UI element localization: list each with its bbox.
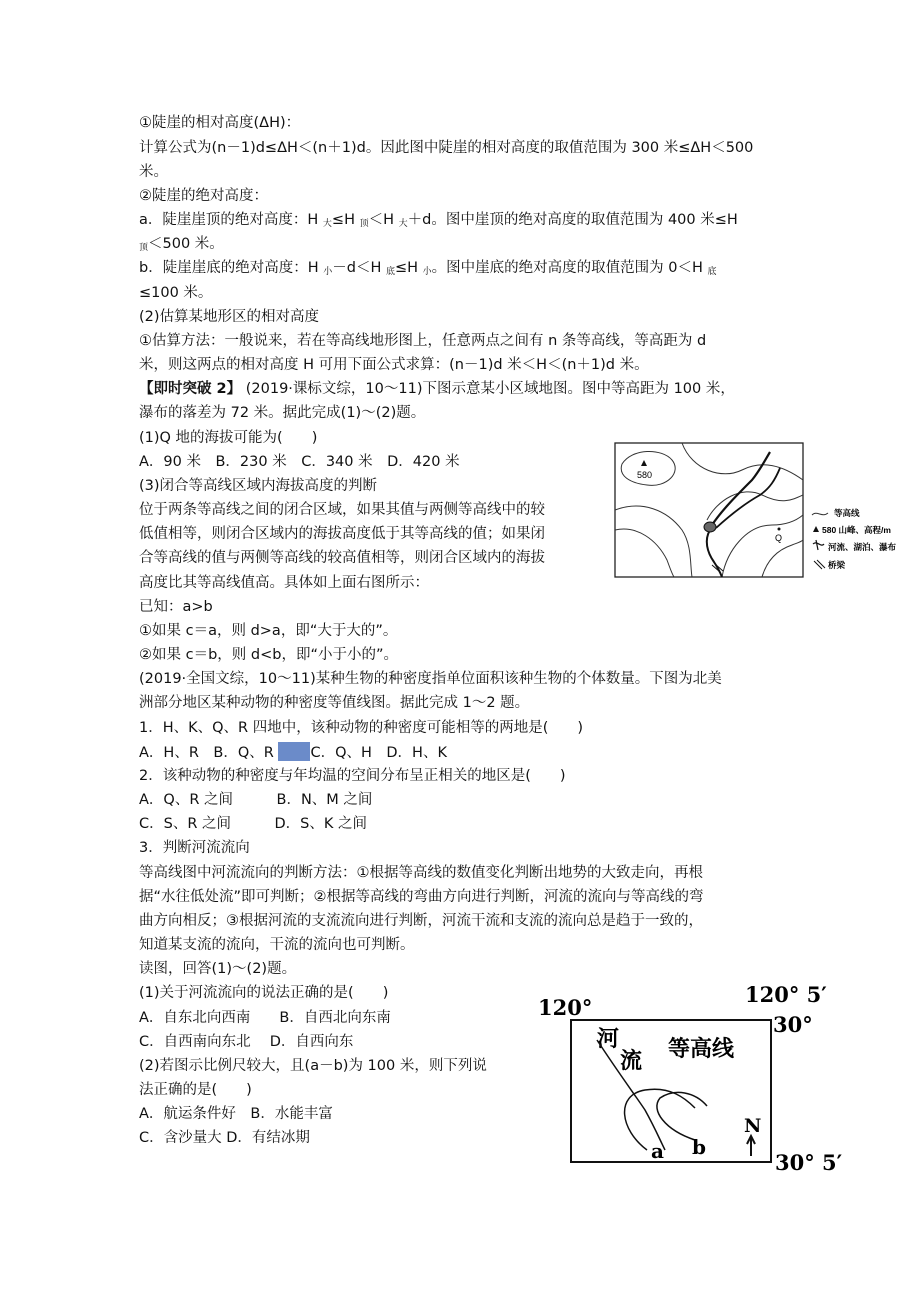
subscript: 小 bbox=[323, 267, 333, 277]
text-line: 瀑布的落差为 72 米。据此完成(1)～(2)题。 bbox=[139, 405, 426, 421]
text-run: a．陡崖崖顶的绝对高度：H bbox=[139, 212, 323, 228]
text-line: C．含沙量大 D．有结冰期 bbox=[139, 1130, 310, 1146]
legend-contour-icon bbox=[812, 513, 828, 515]
peak-label: 580 bbox=[637, 470, 653, 480]
text-line: A．自东北向西南 B．自西北向东南 bbox=[139, 1010, 391, 1026]
text-line: 据“水往低处流”即可判断；②根据等高线的弯曲方向进行判断，河流的流向与等高线的弯 bbox=[139, 889, 704, 905]
text-line: 洲部分地区某种动物的种密度等值线图。据此完成 1～2 题。 bbox=[139, 695, 530, 711]
text-run: ≤H bbox=[394, 260, 423, 276]
text-run: 。图中崖底的绝对高度的取值范围为 0＜H bbox=[431, 260, 708, 276]
subscript: 底 bbox=[385, 267, 395, 277]
text-line bbox=[139, 258, 717, 282]
text-run: ＜H bbox=[368, 212, 399, 228]
topographic-map bbox=[612, 440, 918, 580]
text-line: 米。 bbox=[139, 164, 168, 180]
longitude-left: 120° bbox=[538, 995, 593, 1020]
text-line: 米，则这两点的相对高度 H 可用下面公式求算：(n－1)d 米＜H＜(n＋1)d 米。 bbox=[139, 357, 649, 373]
text-line: 低值相等，则闭合区域内的海拔高度低于其等高线的值；如果闭 bbox=[139, 526, 545, 542]
text-line: ②陡崖的绝对高度： bbox=[139, 188, 268, 204]
text-line: 高度比其等高线值高。具体如上面右图所示： bbox=[139, 575, 429, 591]
text-line: 法正确的是( ) bbox=[139, 1082, 252, 1098]
q-label: Q bbox=[775, 533, 783, 543]
legend-peak-icon bbox=[813, 526, 819, 532]
subscript: 底 bbox=[707, 267, 717, 277]
text-line: 2．该种动物的种密度与年均温的空间分布呈正相关的地区是( ) bbox=[139, 768, 566, 784]
text-line: 曲方向相反；③根据河流的支流流向进行判断，河流干流和支流的流向总是趋于一致的， bbox=[139, 913, 703, 929]
subscript: 小 bbox=[422, 267, 432, 277]
label-a: a bbox=[651, 1139, 664, 1163]
contour-label: 等高线 bbox=[668, 1036, 735, 1062]
text-line: 位于两条等高线之间的闭合区域，如果其值与两侧等高线中的较 bbox=[139, 502, 545, 518]
text-line: 等高线图中河流流向的判断方法：①根据等高线的数值变化判断出地势的大致走向，再根 bbox=[139, 865, 703, 881]
subscript: 顶 bbox=[139, 243, 149, 253]
text-line: (3)闭合等高线区域内海拔高度的判断 bbox=[139, 478, 378, 494]
text-line: A．90 米 B．230 米 C．340 米 D．420 米 bbox=[139, 454, 460, 470]
text-line: (1)Q 地的海拔可能为( ) bbox=[139, 430, 318, 446]
heading-tag: 【即时突破 2】 bbox=[139, 381, 242, 397]
text-line: A．Q、R 之间 B．N、M 之间 bbox=[139, 792, 373, 808]
label-b: b bbox=[692, 1135, 706, 1159]
text-line: (2)估算某地形区的相对高度 bbox=[139, 309, 320, 325]
text-line: ≤100 米。 bbox=[139, 285, 213, 301]
text-line: (2)若图示比例尺较大，且(a－b)为 100 米，则下列说 bbox=[139, 1058, 487, 1074]
text-run: b．陡崖崖底的绝对高度：H bbox=[139, 260, 324, 276]
text-line: 已知：a>b bbox=[139, 599, 213, 615]
text-line: ①如果 c＝a，则 d>a，即“大于大的”。 bbox=[139, 623, 398, 639]
text-line: (1)关于河流流向的说法正确的是( ) bbox=[139, 985, 389, 1001]
text-run: －d＜H bbox=[332, 260, 386, 276]
text-line bbox=[139, 234, 224, 258]
q-point bbox=[778, 528, 781, 531]
latitude-top: 30° bbox=[773, 1012, 813, 1037]
legend-item: 河流、湖泊、瀑布 bbox=[828, 542, 897, 552]
longitude-right: 120° 5′ bbox=[745, 982, 827, 1007]
text-run: C．Q、H D．H、K bbox=[310, 745, 447, 761]
text-line: A．航运条件好 B．水能丰富 bbox=[139, 1106, 333, 1122]
text-line bbox=[139, 379, 735, 399]
text-run: ≤H bbox=[331, 212, 360, 228]
text-line bbox=[139, 210, 738, 234]
subscript: 大 bbox=[322, 219, 332, 229]
text-run: ＜500 米。 bbox=[148, 236, 224, 252]
subscript: 顶 bbox=[359, 219, 369, 229]
text-line: 计算公式为(n－1)d≤ΔH＜(n＋1)d。因此图中陡崖的相对高度的取值范围为 300 米≤ΔH＜500 bbox=[139, 140, 754, 156]
legend-item: 580 山峰、高程/m bbox=[822, 525, 891, 535]
text-line: C．S、R 之间 D．S、K 之间 bbox=[139, 816, 367, 832]
text-line: C．自西南向东北 D．自西向东 bbox=[139, 1034, 354, 1050]
text-line: ①陡崖的相对高度(ΔH)： bbox=[139, 115, 301, 131]
text-run: (2019·课标文综，10～11)下图示意某小区域地图。图中等高距为 100 米， bbox=[241, 381, 735, 397]
legend-item: 等高线 bbox=[834, 508, 860, 518]
text-line: 3．判断河流流向 bbox=[139, 840, 250, 856]
text-line: ②如果 c＝b，则 d<b，即“小于小的”。 bbox=[139, 647, 398, 663]
text-line: 知道某支流的流向，干流的流向也可判断。 bbox=[139, 937, 415, 953]
legend-river-icon bbox=[813, 540, 824, 550]
legend-bridge-icon bbox=[814, 560, 825, 569]
subscript: 大 bbox=[398, 219, 408, 229]
text-line: 读图，回答(1)～(2)题。 bbox=[139, 961, 297, 977]
text-line bbox=[139, 742, 447, 763]
text-run: A．H、R B．Q、R bbox=[139, 745, 279, 761]
text-line: 1．H、K、Q、R 四地中，该种动物的种密度可能相等的两地是( ) bbox=[139, 720, 584, 736]
legend-item: 桥梁 bbox=[828, 560, 846, 570]
text-line: (2019·全国文综，10～11)某种生物的种密度指单位面积该种生物的个体数量。下图为北美 bbox=[139, 671, 722, 687]
river-label: 流 bbox=[620, 1048, 643, 1074]
river-contour-figure bbox=[535, 980, 845, 1180]
highlight-box bbox=[278, 742, 310, 761]
river-label: 河 bbox=[597, 1026, 620, 1052]
text-run: ＋d。图中崖顶的绝对高度的取值范围为 400 米≤H bbox=[407, 212, 738, 228]
north-label: N bbox=[744, 1115, 762, 1137]
text-line: ①估算方法：一般说来，若在等高线地形图上，任意两点之间有 n 条等高线，等高距为 d bbox=[139, 333, 707, 349]
latitude-bottom: 30° 5′ bbox=[775, 1150, 843, 1175]
lake bbox=[704, 522, 716, 532]
text-line: 合等高线的值与两侧等高线的较高值相等，则闭合区域内的海拔 bbox=[139, 550, 545, 566]
